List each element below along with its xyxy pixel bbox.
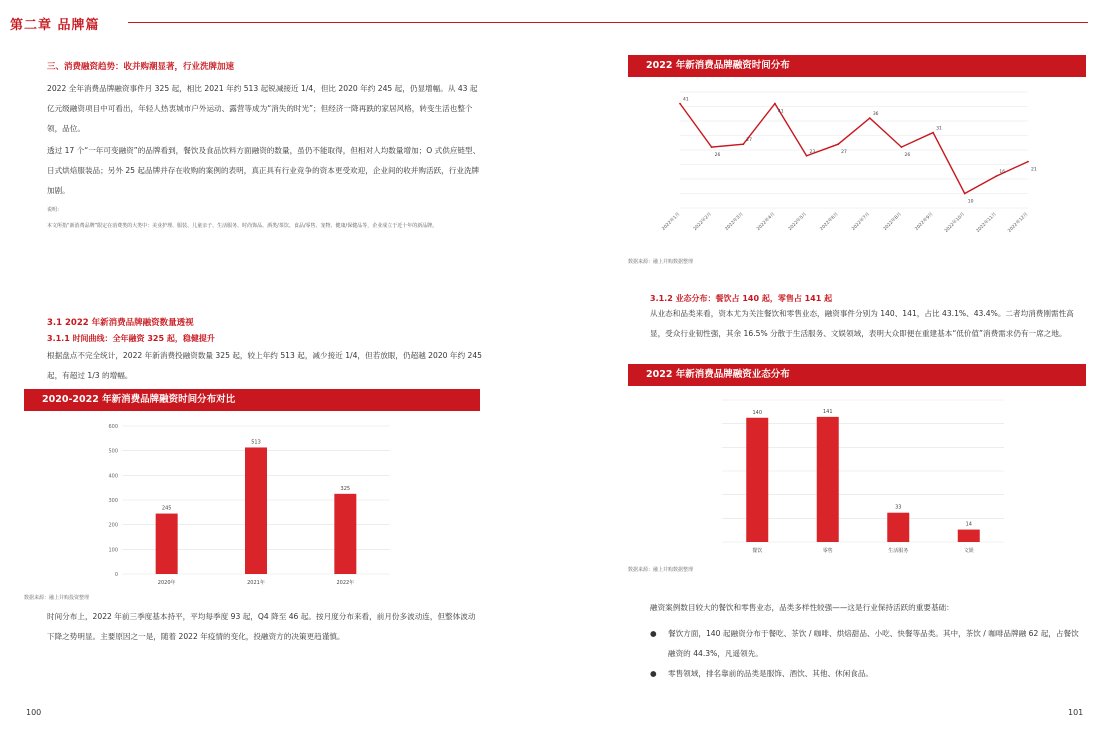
bullet-dot-2: ● [650, 669, 657, 678]
bullet-text-2: 零售领域，排名靠前的品类是服饰、酒饮、其他、休闲食品。 [668, 669, 874, 678]
data-point [869, 117, 871, 119]
data-label: 33 [895, 504, 902, 511]
bar [958, 530, 980, 542]
bar [887, 513, 909, 542]
x-tick-label: 2022年1月 [661, 211, 682, 232]
subsubsection-title-2: 3.1.2 业态分布：餐饮占 140 起，零售占 141 起 [650, 294, 833, 303]
data-point [995, 175, 997, 177]
data-point [742, 143, 744, 145]
data-label: 513 [251, 439, 261, 446]
data-point [837, 143, 839, 145]
series-line [680, 104, 1028, 194]
paragraph-4: 时间分布上，2022 年前三季度基本持平，平均每季度 93 起，Q4 降至 46 起。按月度分布来看，前月份多波动连，但整体波动下降之势明显。主要原因之一是，随着 2022 年疫情的变化，投融资方的决策更趋谨慎。 [47, 612, 476, 641]
data-label: 325 [340, 485, 351, 492]
x-tick-label: 2022年9月 [914, 211, 935, 232]
data-point [679, 103, 681, 105]
data-label: 27 [746, 138, 753, 144]
page-number-left: 100 [26, 708, 42, 717]
bar [817, 417, 839, 542]
y-tick-label: 0 [114, 572, 118, 578]
bullet-text-1: 餐饮方面，140 起融资分布于餐吃、茶饮 / 咖啡、烘焙甜品、小吃、快餐等品类。其中，茶饮 / 咖啡品牌融 62 起，占餐饮融资的 44.3%，凡遥领先。 [668, 629, 1079, 658]
data-label: 10 [967, 199, 974, 205]
data-label: 16 [999, 170, 1006, 176]
data-label: 23 [809, 149, 816, 155]
chart-banner-2: 2022 年新消费品牌融资时间分布 [628, 55, 1086, 77]
source-note-1: 数据来源：融上并购投资整理 [24, 595, 90, 601]
chapter-title: 第二章 品牌篇 [10, 18, 100, 33]
y-tick-label: 600 [108, 424, 118, 430]
x-tick-label: 2022年4月 [756, 211, 777, 232]
sector-financing-bar-chart [714, 392, 1014, 558]
data-label: 27 [841, 150, 847, 156]
data-label: 41 [777, 109, 784, 115]
chart-banner-3: 2022 年新消费品牌融资业态分布 [628, 364, 1086, 386]
paragraph-3: 根据盘点不完全统计，2022 年新消费投融资数量 325 起，较上年约 513 起，减少接近 1/4，但若放眼，仍超越 2020 年约 245 起，有超过 1/3 的增幅。 [47, 351, 483, 380]
x-tick-label: 2022年11月 [975, 211, 998, 234]
data-label: 141 [822, 408, 833, 415]
source-note-3: 数据来源：融上并购数据整理 [628, 567, 694, 573]
x-tick-label: 零售 [822, 548, 833, 554]
x-tick-label: 2022年 [336, 580, 355, 586]
x-tick-label: 文娱 [963, 548, 974, 554]
data-point [806, 155, 808, 157]
data-label: 245 [161, 505, 172, 512]
data-point [1027, 161, 1029, 163]
data-label: 26 [904, 153, 911, 159]
x-tick-label: 2022年5月 [787, 211, 808, 232]
y-tick-label: 500 [108, 448, 118, 455]
data-label: 26 [714, 153, 721, 159]
x-tick-label: 2020年 [157, 580, 176, 586]
data-point [964, 193, 966, 195]
yearly-financing-bar-chart [100, 418, 400, 590]
subsubsection-title: 3.1.1 时间曲线：全年融资 325 起，稳健提升 [47, 334, 215, 343]
bar [746, 418, 768, 542]
x-tick-label: 2021年 [247, 580, 265, 586]
y-tick-label: 100 [108, 547, 118, 554]
x-tick-label: 餐饮 [752, 548, 763, 554]
page-number-right: 101 [1068, 708, 1084, 717]
note-text: 本文所指“新消费品牌”限定在消费类的大类中：美业护理、服装、儿童亲子、生活服务、时尚饰品、酒类/茶饮、食品/零售、宠物、健康/保健品等，企业成立于近十年的新品牌。 [47, 223, 438, 229]
y-tick-label: 300 [108, 498, 118, 504]
data-point [901, 146, 903, 148]
bar [245, 447, 267, 574]
bullet-dot-1: ● [650, 629, 657, 638]
data-point [711, 146, 713, 148]
data-point [774, 103, 776, 105]
data-label: 21 [1031, 167, 1037, 173]
data-label: 41 [683, 97, 689, 103]
monthly-financing-line-chart [661, 82, 1038, 254]
right-page [554, 0, 1108, 736]
chart-banner-1: 2020-2022 年新消费品牌融资时间分布对比 [24, 389, 480, 411]
x-tick-label: 生活服务 [888, 548, 909, 554]
y-tick-label: 400 [108, 473, 118, 480]
section-title: 三、消费融资趋势：收并购潮显著，行业洗牌加速 [47, 62, 235, 72]
data-label: 36 [872, 112, 879, 118]
x-tick-label: 2022年7月 [851, 211, 872, 232]
data-point [932, 132, 934, 134]
bar [334, 494, 356, 574]
x-tick-label: 2022年8月 [882, 211, 903, 232]
paragraph-2: 透过 17 个“一年可变融资”的品牌看到，餐饮及食品饮料方面融资的数量，虽仍不能取得，但相对人均数量增加；O 式供应链型、日式烘焙服装品；另外 25 起品牌并存在收购的案例的表明，真正具有行业竞争的资本更受欢迎，企业间的收并购活跃，行业洗牌加剧。 [47, 146, 481, 195]
data-label: 14 [965, 521, 972, 528]
data-label: 140 [752, 409, 763, 416]
subsection-title: 3.1 2022 年新消费品牌融资数量透视 [47, 318, 194, 328]
x-tick-label: 2022年2月 [693, 211, 714, 232]
note-label: 说明： [47, 207, 63, 213]
source-note-2: 数据来源：融上并购数据整理 [628, 259, 694, 265]
y-tick-label: 200 [108, 522, 118, 529]
paragraph-1: 2022 全年消费品牌融资事件月 325 起，相比 2021 年约 513 起锐减接近 1/4，但比 2020 年约 245 起，仍显增幅。从 43 起亿元级融资项目中可看出，年轻人热衷城市户外运动、露营等成为“消失的时光”；但经济一降再跌的家居风格，转变生活也整个领，品位。 [47, 84, 478, 133]
x-tick-label: 2022年12月 [1007, 211, 1030, 234]
paragraph-5: 从业态和品类来看，资本尤为关注餐饮和零售业态，融资事件分别为 140、141，占比 43.1%、43.4%。二者均消费刚需性高显，受众行业韧性强，其余 16.5% 分散于生活服务、文娱领域，表明大众即便在重建基本“低价值”消费需求仍有一席之地。 [650, 309, 1074, 338]
x-tick-label: 2022年10月 [944, 211, 967, 234]
x-tick-label: 2022年3月 [724, 211, 745, 232]
bar [156, 514, 178, 574]
paragraph-6: 融资案例数目较大的餐饮和零售业态，品类多样性较强——这是行业保持活跃的重要基础： [650, 603, 954, 612]
x-tick-label: 2022年6月 [819, 211, 840, 232]
data-label: 31 [936, 126, 942, 132]
